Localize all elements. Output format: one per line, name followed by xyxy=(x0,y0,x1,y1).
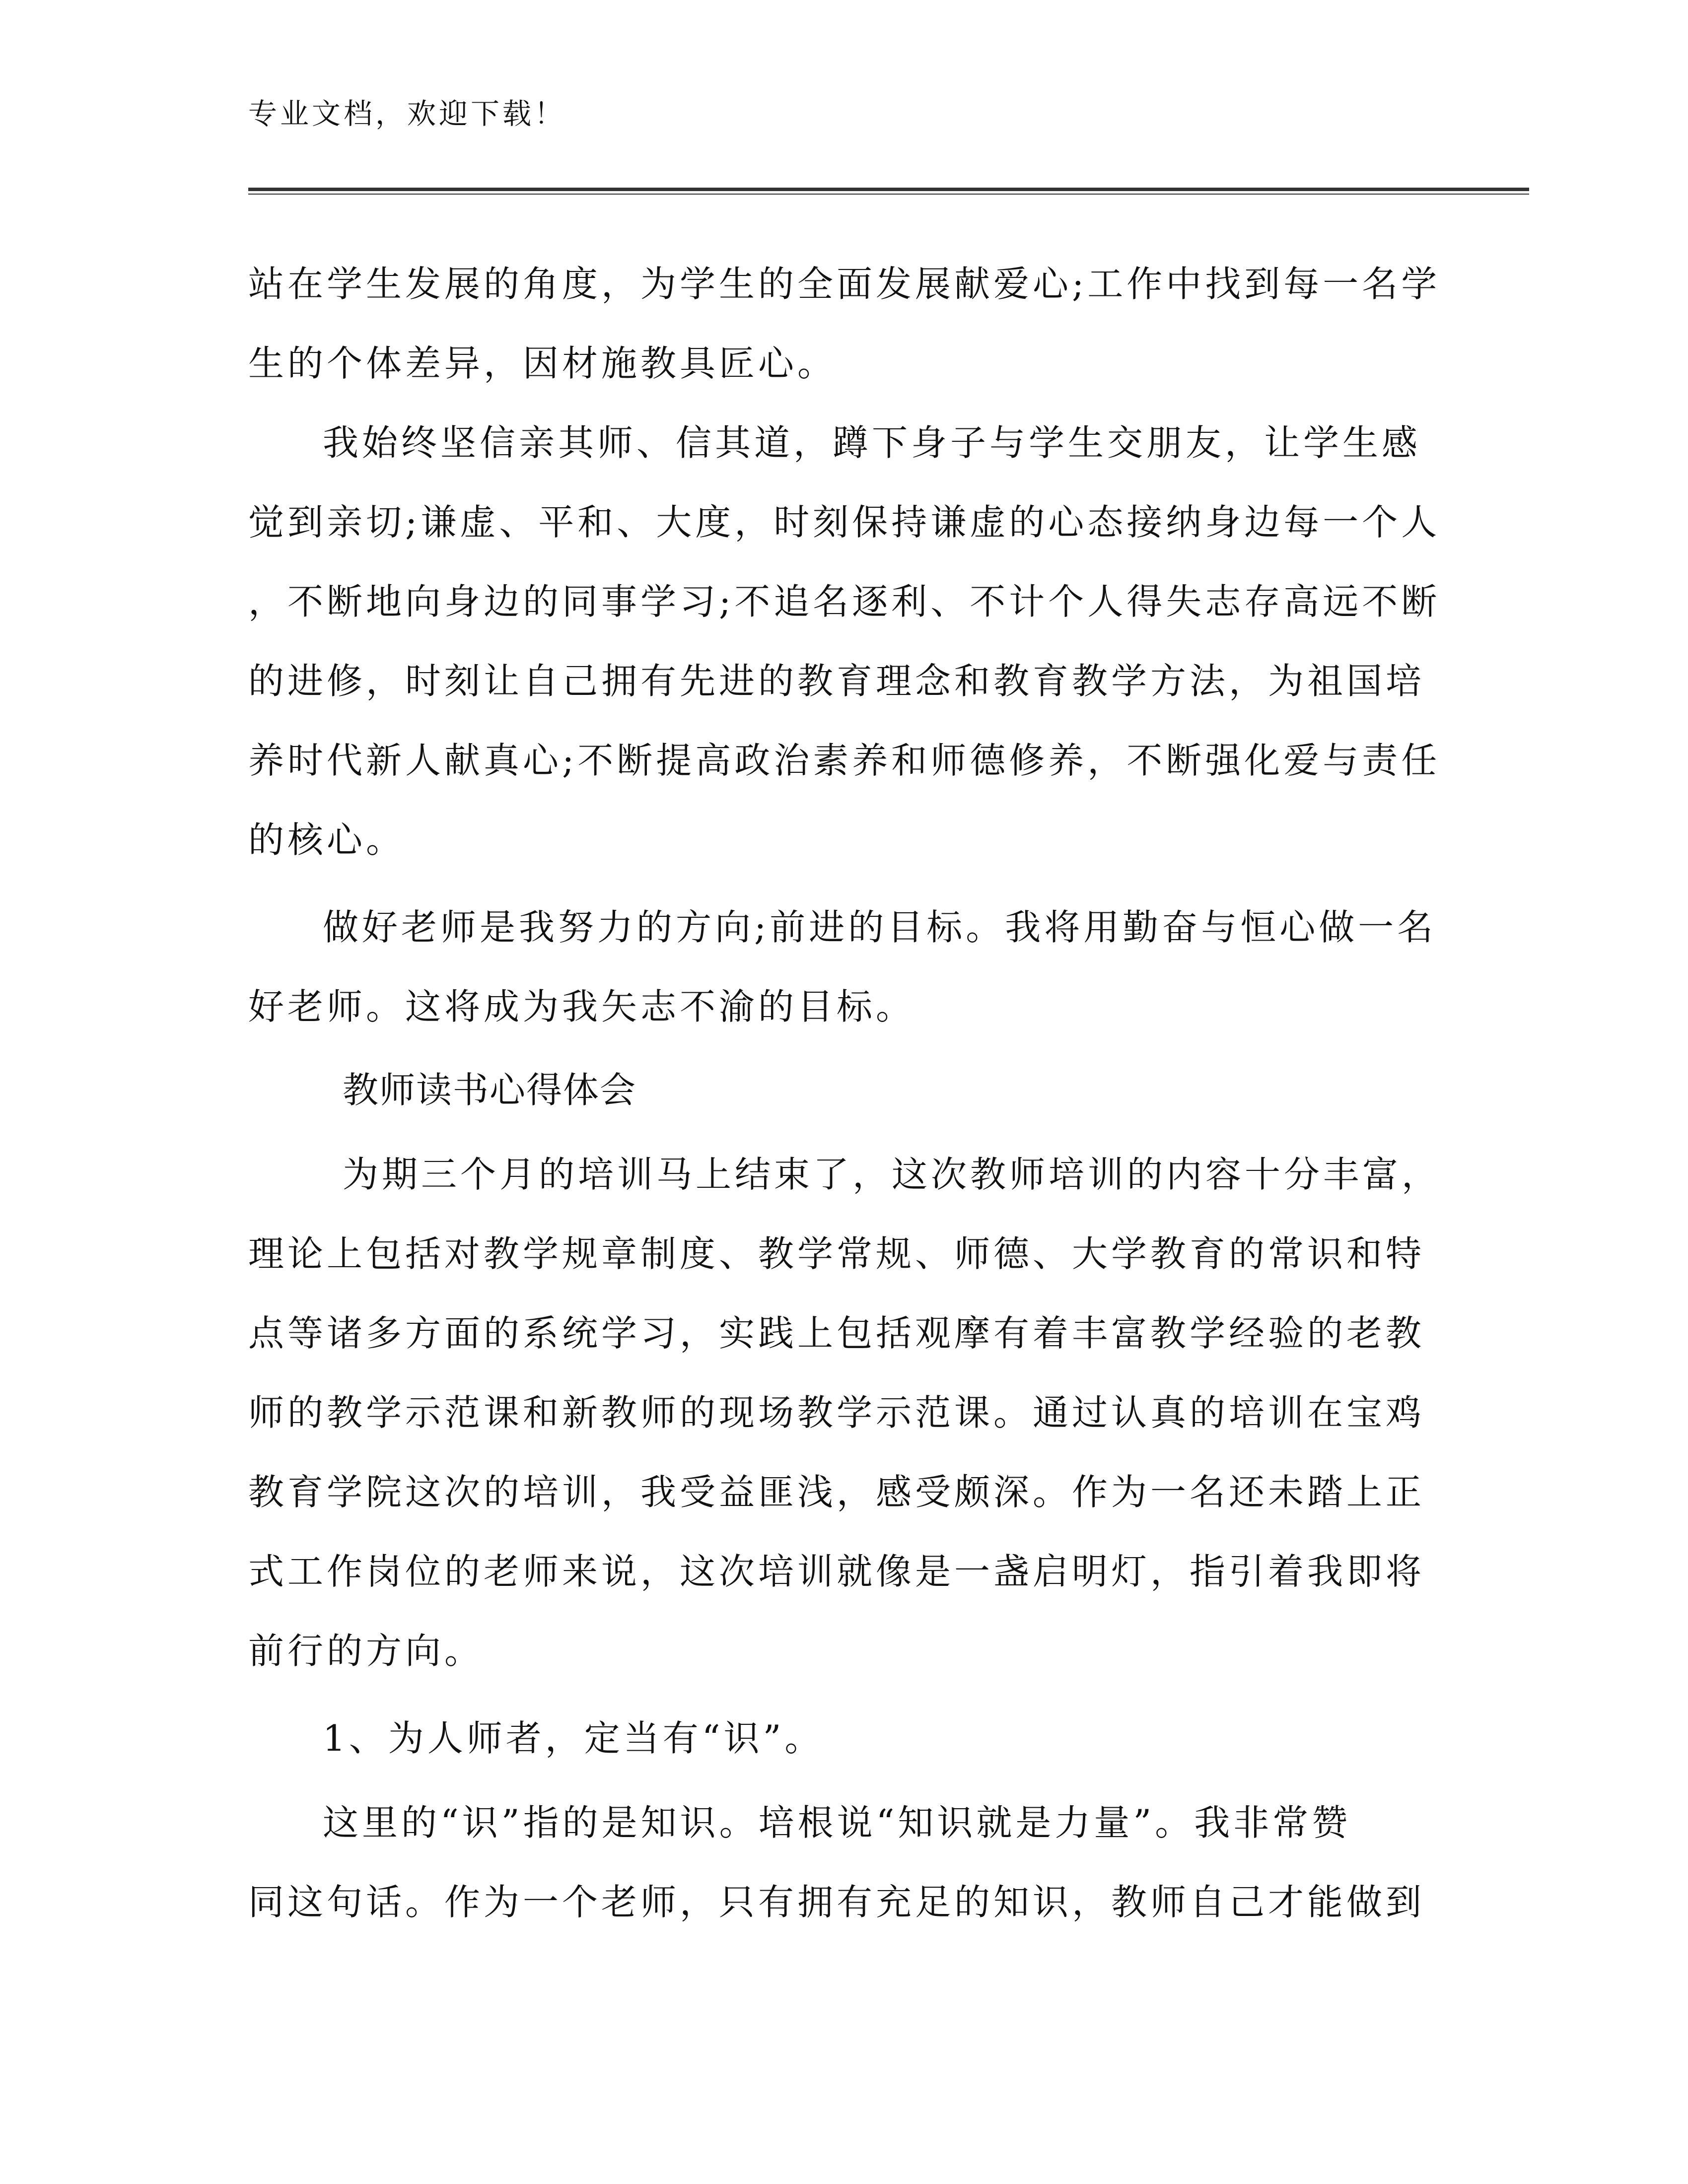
text-line: 点等诸多方面的系统学习，实践上包括观摩有着丰富教学经验的老教 xyxy=(248,1312,1425,1354)
text-line: 生的个体差异，因材施教具匠心。 xyxy=(248,342,837,384)
section-heading: 教师读书心得体会 xyxy=(343,1069,637,1111)
text-line: 好老师。这将成为我矢志不渝的目标。 xyxy=(248,986,915,1027)
text-line: 觉到亲切;谦虚、平和、大度，时刻保持谦虚的心态接纳身边每一个人 xyxy=(248,501,1441,543)
text-line: 站在学生发展的角度，为学生的全面发展献爱心;工作中找到每一名学 xyxy=(248,263,1441,305)
text-line: 的核心。 xyxy=(248,819,406,861)
header-text: 专业文档，欢迎下载！ xyxy=(248,97,566,131)
text-line: 我始终坚信亲其师、信其道，蹲下身子与学生交朋友，让学生感 xyxy=(323,422,1421,464)
text-line: 为期三个月的培训马上结束了，这次教师培训的内容十分丰富， xyxy=(343,1154,1441,1195)
text-line: 养时代新人献真心;不断提高政治素养和师德修养，不断强化爱与责任 xyxy=(248,740,1441,781)
text-line: 理论上包括对教学规章制度、教学常规、师德、大学教育的常识和特 xyxy=(248,1233,1425,1275)
text-line: 式工作岗位的老师来说，这次培训就像是一盏启明灯，指引着我即将 xyxy=(248,1551,1425,1592)
text-line: 同这句话。作为一个老师，只有拥有充足的知识，教师自己才能做到 xyxy=(248,1881,1425,1923)
list-item-heading: 1、为人师者，定当有“识”。 xyxy=(323,1717,824,1759)
text-line: 师的教学示范课和新教师的现场教学示范课。通过认真的培训在宝鸡 xyxy=(248,1392,1425,1433)
text-line: 这里的“识”指的是知识。培根说“知识就是力量”。我非常赞 xyxy=(323,1802,1351,1843)
text-line: 的进修，时刻让自己拥有先进的教育理念和教育教学方法，为祖国培 xyxy=(248,660,1425,702)
header-rule-thick xyxy=(248,188,1529,191)
header-rule-thin xyxy=(248,194,1529,195)
text-line: 做好老师是我努力的方向;前进的目标。我将用勤奋与恒心做一名 xyxy=(323,906,1437,948)
text-line: 教育学院这次的培训，我受益匪浅，感受颇深。作为一名还未踏上正 xyxy=(248,1471,1425,1513)
text-line: ，不断地向身边的同事学习;不追名逐利、不计个人得失志存高远不断 xyxy=(248,581,1441,622)
text-line: 前行的方向。 xyxy=(248,1630,484,1672)
